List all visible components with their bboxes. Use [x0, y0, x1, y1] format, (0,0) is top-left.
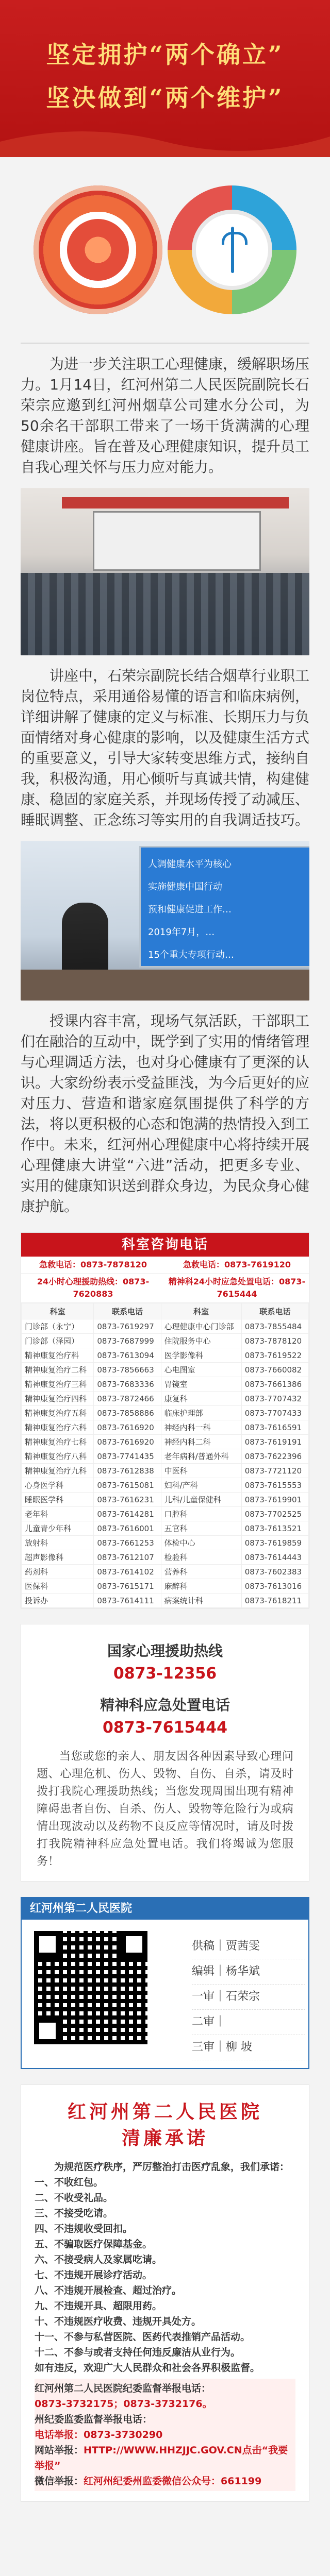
- credits-list: [192, 1934, 305, 2060]
- contact-phones[interactable]: 0873-3732175；0873-3732176。: [35, 2398, 212, 2410]
- department-name: 精神康复治疗科: [22, 1348, 94, 1363]
- table-row: [22, 1319, 309, 1334]
- department-name: 麻醉科: [161, 1579, 241, 1594]
- commitment-item: 一、不收红包。: [35, 2177, 104, 2188]
- directory-title: 科室咨询电话: [21, 1233, 309, 1257]
- commitment-item: 四、不违规收受回扣。: [35, 2223, 133, 2234]
- phone-number[interactable]: 0873-7602383: [241, 1565, 308, 1579]
- caduceus-icon: [221, 227, 243, 273]
- qr-code-icon[interactable]: [34, 1931, 147, 2044]
- directory-table: [21, 1303, 309, 1608]
- hotline-number: 24小时心理援助热线：0873-7620883: [37, 1277, 150, 1299]
- department-name: 神经内科一科: [161, 1420, 241, 1435]
- department-name: 儿科/儿童保健科: [161, 1493, 241, 1507]
- table-row: [22, 1550, 309, 1565]
- banner-wave-decoration: [0, 116, 330, 157]
- phone-number[interactable]: 0873-7614443: [241, 1550, 308, 1565]
- department-name: 中医科: [161, 1464, 241, 1478]
- screen-text-line: 15个重大专项行动…: [148, 950, 234, 960]
- qr-and-credits: [21, 1897, 309, 2069]
- supervision-phone[interactable]: 电话举报：0873-3730290: [35, 2429, 163, 2441]
- phone-number[interactable]: 0873-7616920: [94, 1435, 161, 1449]
- emergency-number: 急救电话：0873-7878120: [39, 1260, 147, 1269]
- phone-number[interactable]: 0873-7687999: [94, 1334, 161, 1348]
- phone-number[interactable]: 0873-7741435: [94, 1449, 161, 1464]
- department-name: 胃镜室: [161, 1377, 241, 1392]
- department-name: 心电图室: [161, 1363, 241, 1377]
- hotline-description: 当您或您的亲人、朋友因各种因素导致心理问题、心理危机、伤人、毁物、自伤、自杀，请及时拨打我院心理援助热线；当您发现周围出现有精神障碍患者自伤、自杀、伤人、毁物等危险行为或病情出现波动以及药物不良反应等情况时，请及时拨打我院精神科应急处置电话。我们将竭诚为您服务！: [37, 1750, 293, 1868]
- phone-number[interactable]: 0873-7613094: [94, 1348, 161, 1363]
- department-name: 医学影像科: [161, 1348, 241, 1363]
- hospital-logo: [34, 185, 162, 314]
- department-name: 体检中心: [161, 1536, 241, 1550]
- article-paragraph-3: 授课内容丰富，现场气氛活跃，干部职工们在融洽的互动中，既学到了实用的情绪管理与心理调适方法，也对身心健康有了更深的认识。大家纷纷表示受益匪浅，为今后更好的应对压力、营造和谐家庭氛围提供了科学的方法，将以更积极的心态和饱满的热情投入到工作中。未来，红河州心理健康中心将持续开展心理健康大讲堂“六进”活动，把更多专业、实用的健康知识送到群众身边，为民众身心健康护航。: [21, 1012, 310, 1215]
- mental-health-center-logo: [168, 185, 296, 314]
- phone-number[interactable]: 0873-7661253: [94, 1536, 161, 1550]
- qr-header: 红河州第二人民医院: [22, 1898, 308, 1920]
- phone-number[interactable]: 0873-7619901: [241, 1493, 308, 1507]
- report-contacts: [35, 2379, 295, 2491]
- department-name: 口腔科: [161, 1507, 241, 1521]
- commitment-item: 三、不接受吃请。: [35, 2208, 113, 2219]
- phone-number[interactable]: 0873-7856663: [94, 1363, 161, 1377]
- web-report-link[interactable]: HTTP://WWW.HHZJJC.GOV.CN点击“我要举报”: [35, 2445, 288, 2471]
- credit-line: 一审｜石荣宗: [192, 1985, 305, 2010]
- presentation-screen: [139, 846, 309, 968]
- phone-number[interactable]: 0873-7622396: [241, 1449, 308, 1464]
- table-row: [22, 1363, 309, 1377]
- table-row: [22, 1478, 309, 1493]
- screen-text-line: 人调健康水平为核心: [148, 859, 232, 870]
- table-row: [22, 1493, 309, 1507]
- commitment-title-1: 红河州第二人民医院: [67, 2101, 262, 2123]
- credit-line: 二审｜: [192, 2010, 305, 2035]
- hotline-card: [21, 1624, 309, 1882]
- table-row: [22, 1392, 309, 1406]
- department-name: 康复科: [161, 1392, 241, 1406]
- department-name: 睡眠医学科: [22, 1493, 94, 1507]
- emergency-numbers: [21, 1257, 309, 1274]
- department-name: 老年科: [22, 1507, 94, 1521]
- commitment-item: 十一、不参与私营医院、医药代表推销产品活动。: [35, 2331, 251, 2343]
- col-header: 科室: [161, 1303, 241, 1319]
- banner-title-2: 坚决做到“两个维护”: [46, 84, 284, 112]
- wechat-report-account: 红河州纪委州监委微信公众号：661199: [84, 2476, 262, 2487]
- department-name: 临床护理部: [161, 1406, 241, 1420]
- commitment-item: 十、不违规医疗收费、违规开具处方。: [35, 2316, 202, 2327]
- wechat-report-label: 微信举报：: [35, 2476, 84, 2487]
- department-name: 妇科/产科: [161, 1478, 241, 1493]
- phone-number[interactable]: 0873-7614281: [94, 1507, 161, 1521]
- hotline-title-1: 国家心理援助热线: [107, 1642, 223, 1659]
- phone-number[interactable]: 0873-7618211: [241, 1594, 308, 1608]
- phone-number[interactable]: 0873-7858886: [94, 1406, 161, 1420]
- col-header: 科室: [22, 1303, 94, 1319]
- department-name: 超声影像科: [22, 1550, 94, 1565]
- phone-number[interactable]: 0873-7707432: [241, 1392, 308, 1406]
- phone-number[interactable]: 0873-7612838: [94, 1464, 161, 1478]
- table-row: [22, 1449, 309, 1464]
- department-name: 精神康复治疗四科: [22, 1392, 94, 1406]
- commitment-item: 九、不违规开具、超限用药。: [35, 2300, 162, 2312]
- department-name: 精神康复治疗三科: [22, 1377, 94, 1392]
- col-header: 联系电话: [241, 1303, 308, 1319]
- phone-number[interactable]: 0873-7702525: [241, 1507, 308, 1521]
- credit-line: 三审｜柳 坡: [192, 2035, 305, 2060]
- phone-number[interactable]: 0873-7619297: [94, 1319, 161, 1334]
- department-name: 精神康复治疗七科: [22, 1435, 94, 1449]
- department-name: 药剂科: [22, 1565, 94, 1579]
- hotline-number: 精神科24小时应急处置电话：0873-7615444: [168, 1277, 306, 1299]
- phone-number[interactable]: 0873-7613521: [241, 1521, 308, 1536]
- phone-number[interactable]: 0873-7707433: [241, 1406, 308, 1420]
- phone-number[interactable]: 0873-7619191: [241, 1435, 308, 1449]
- phone-number[interactable]: 0873-7616591: [241, 1420, 308, 1435]
- header-banner: [0, 0, 330, 157]
- department-name: 精神康复治疗八科: [22, 1449, 94, 1464]
- department-name: 儿童青少年科: [22, 1521, 94, 1536]
- phone-number[interactable]: 0873-7721120: [241, 1464, 308, 1478]
- department-name: 病案统计科: [161, 1594, 241, 1608]
- department-name: 五官科: [161, 1521, 241, 1536]
- department-name: 门诊部（永宁）: [22, 1319, 94, 1334]
- department-name: 医保科: [22, 1579, 94, 1594]
- department-name: 投诉办: [22, 1594, 94, 1608]
- phone-number[interactable]: 0873-7614102: [94, 1565, 161, 1579]
- table-row: [22, 1521, 309, 1536]
- logos-section: [0, 157, 330, 343]
- phone-number[interactable]: 0873-7683336: [94, 1377, 161, 1392]
- integrity-commitment: [21, 2084, 309, 2502]
- department-name: 营养科: [161, 1565, 241, 1579]
- screen-text-line: 实施健康中国行动: [148, 882, 222, 892]
- phone-number[interactable]: 0873-7619522: [241, 1348, 308, 1363]
- phone-number[interactable]: 0873-7613016: [241, 1579, 308, 1594]
- department-name: 精神康复治疗五科: [22, 1406, 94, 1420]
- supervision-label: 州纪委监委监督举报电话：: [35, 2414, 153, 2425]
- speaker-photo: [21, 841, 309, 1001]
- table-row: [22, 1348, 309, 1363]
- hotline-numbers: [21, 1274, 309, 1303]
- department-name: 心身医学科: [22, 1478, 94, 1493]
- phone-number[interactable]: 0873-7615171: [94, 1579, 161, 1594]
- commitment-item: 十二、不参与或者支持任何违反廉洁从业行为。: [35, 2347, 241, 2358]
- article-paragraph-1: 为进一步关注职工心理健康，缓解职场压力。1月14日，红河州第二人民医院副院长石荣宗应邀到红河州烟草公司建水分公司，为50余名干部职工带来了一场干货满满的心理健康讲座。旨在普及心理健康知识，提升员工自我心理关怀与压力应对能力。: [21, 355, 310, 476]
- screen-text-line: 2019年7月，…: [148, 927, 215, 938]
- commitment-item: 六、不接受病人及家属吃请。: [35, 2254, 162, 2265]
- phone-number[interactable]: 0873-7661386: [241, 1377, 308, 1392]
- table-row: [22, 1579, 309, 1594]
- department-name: 老年病科/普通外科: [161, 1449, 241, 1464]
- phone-number[interactable]: 0873-7616920: [94, 1420, 161, 1435]
- phone-number[interactable]: 0873-7855484: [241, 1319, 308, 1334]
- department-name: 精神康复治疗六科: [22, 1420, 94, 1435]
- emergency-number: 急救电话：0873-7619120: [183, 1260, 291, 1269]
- department-name: 精神康复治疗二科: [22, 1363, 94, 1377]
- divider: [21, 343, 309, 344]
- commitment-item: 五、不骗取医疗保障基金。: [35, 2239, 153, 2250]
- phone-number[interactable]: 0873-7616001: [94, 1521, 161, 1536]
- table-row: [22, 1507, 309, 1521]
- commitment-items: [35, 2175, 295, 2376]
- commitment-intro: 为规范医疗秩序，严厉整治打击医疗乱象，我们承诺：: [54, 2161, 290, 2173]
- credit-line: 供稿｜贾茜雯: [192, 1934, 305, 1959]
- screen-text-line: 预和健康促进工作…: [148, 904, 232, 915]
- table-row: [22, 1406, 309, 1420]
- table-row: [22, 1536, 309, 1550]
- phone-number[interactable]: 0873-7619859: [241, 1536, 308, 1550]
- department-name: 住院服务中心: [161, 1334, 241, 1348]
- department-name: 精神康复治疗九科: [22, 1464, 94, 1478]
- hotline-title-2: 精神科应急处置电话: [100, 1697, 230, 1714]
- col-header: 联系电话: [94, 1303, 161, 1319]
- department-name: 检验科: [161, 1550, 241, 1565]
- table-row: [22, 1565, 309, 1579]
- banner-title-1: 坚定拥护“两个确立”: [46, 41, 284, 69]
- commitment-title-2: 清廉承诺: [121, 2127, 208, 2149]
- table-row: [22, 1377, 309, 1392]
- phone-number[interactable]: 0873-7872466: [94, 1392, 161, 1406]
- phone-number[interactable]: 0873-7615553: [241, 1478, 308, 1493]
- commitment-item: 八、不违规开展检查、超过治疗。: [35, 2285, 182, 2296]
- table-row: [22, 1594, 309, 1608]
- phone-number[interactable]: 0873-7614111: [94, 1594, 161, 1608]
- commitment-item: 如有违反，欢迎广大人民群众和社会各界积极监督。: [35, 2362, 260, 2374]
- phone-number[interactable]: 0873-7660082: [241, 1363, 308, 1377]
- web-report-label: 网站举报：: [35, 2445, 84, 2456]
- table-row: [22, 1420, 309, 1435]
- phone-number[interactable]: 0873-7878120: [241, 1334, 308, 1348]
- commitment-item: 七、不违规开展诊疗活动。: [35, 2269, 153, 2281]
- department-name: 心理健康中心门诊部: [161, 1319, 241, 1334]
- hotline-number-2[interactable]: 0873-7615444: [102, 1719, 228, 1737]
- phone-number[interactable]: 0873-7615081: [94, 1478, 161, 1493]
- table-row: [22, 1464, 309, 1478]
- department-name: 神经内科二科: [161, 1435, 241, 1449]
- lecture-hall-photo: [21, 488, 309, 655]
- commitment-item: 二、不收受礼品。: [35, 2192, 113, 2204]
- table-row: [22, 1435, 309, 1449]
- department-name: 放射科: [22, 1536, 94, 1550]
- table-row: [22, 1334, 309, 1348]
- hotline-number-1[interactable]: 0873-12356: [113, 1665, 217, 1683]
- phone-number[interactable]: 0873-7616231: [94, 1493, 161, 1507]
- department-name: 门诊部（泽园）: [22, 1334, 94, 1348]
- article-paragraph-2: 讲座中，石荣宗副院长结合烟草行业职工岗位特点，采用通俗易懂的语言和临床病例，详细讲解了健康的定义与标准、长期压力与负面情绪对身心健康的影响，以及健康生活方式的重要意义，引导大家转变思维方式，接纳自我，积极沟通，用心倾听与真诚共情，构建健康、稳固的家庭关系，并现场传授了动减压、睡眠调整、正念练习等实用的自我调适技巧。: [21, 667, 310, 828]
- contact-label: 红河州第二人民医院纪委监督举报电话：: [35, 2383, 211, 2394]
- credit-line: 编辑｜杨华斌: [192, 1959, 305, 1985]
- department-phone-directory: [21, 1232, 309, 1608]
- phone-number[interactable]: 0873-7612107: [94, 1550, 161, 1565]
